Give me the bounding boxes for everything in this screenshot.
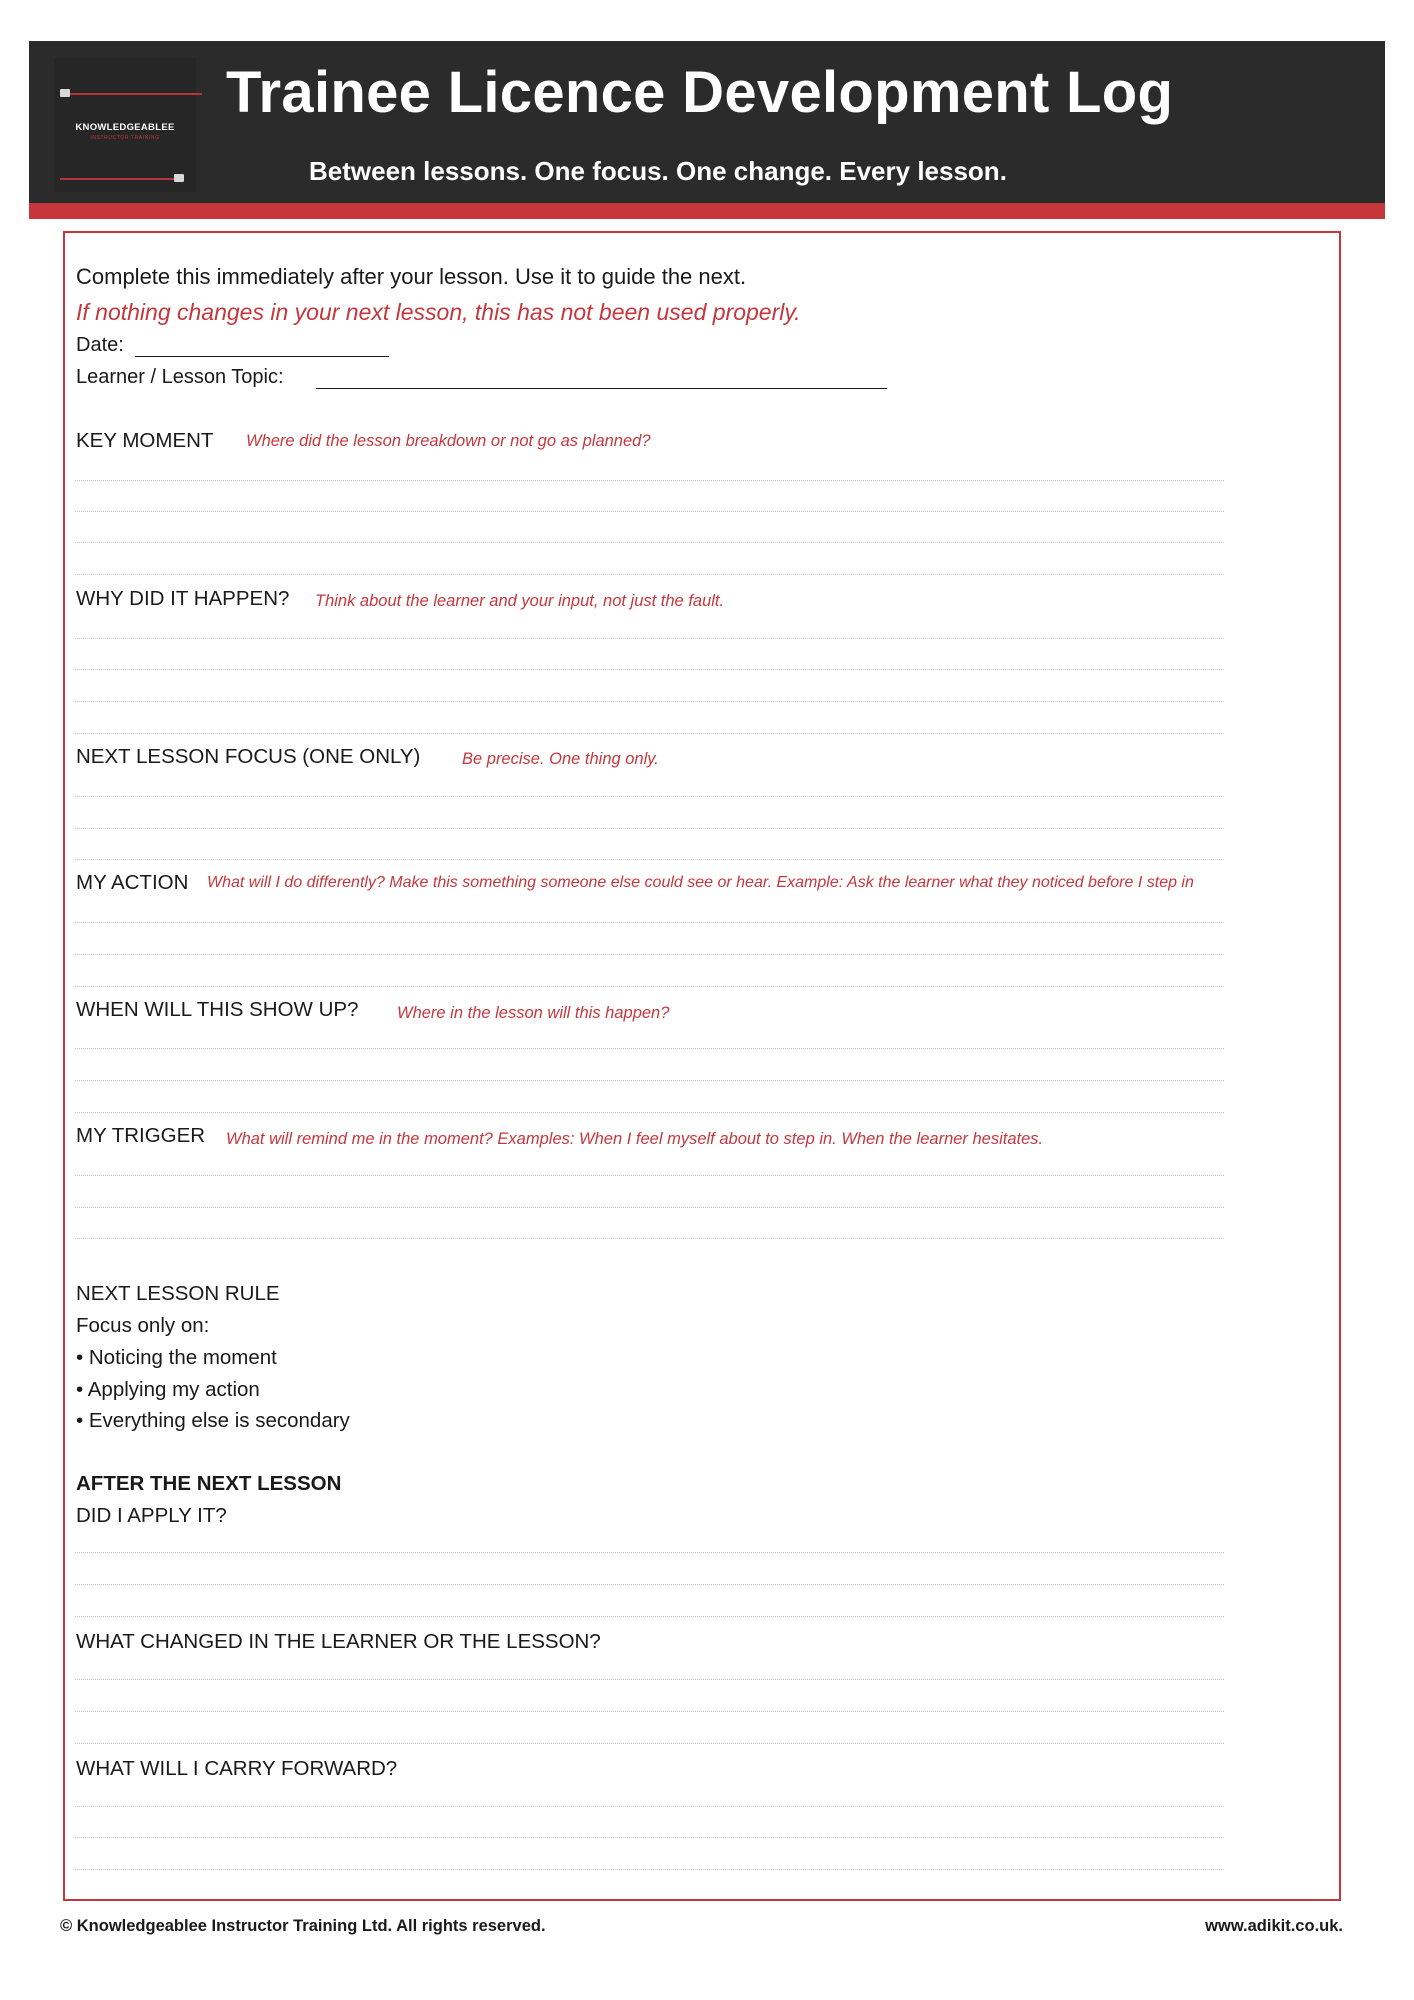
focus-title: NEXT LESSON FOCUS (ONE ONLY) [76,745,421,768]
topic-label: Learner / Lesson Topic: [76,366,284,388]
rule-lead: Focus only on: [76,1314,210,1337]
key-moment-line[interactable] [75,480,1224,481]
key-moment-title: KEY MOMENT [76,429,214,452]
action-title: MY ACTION [76,871,189,894]
logo-bottom-bar [60,178,180,180]
why-line[interactable] [75,669,1224,670]
trigger-line[interactable] [75,1175,1224,1176]
logo-bottom-chip [174,174,184,182]
applied-line[interactable] [75,1616,1224,1617]
trigger-line[interactable] [75,1207,1224,1208]
action-line[interactable] [75,986,1224,987]
carry-line[interactable] [75,1869,1224,1870]
after-title: AFTER THE NEXT LESSON [76,1472,342,1495]
when-line[interactable] [75,1112,1224,1113]
why-title: WHY DID IT HAPPEN? [76,587,290,610]
page-tagline: Between lessons. One focus. One change. Every lesson. [309,156,1007,186]
instruction-text: Complete this immediately after your lesson. Use it to guide the next. [76,264,747,289]
action-hint: What will I do differently? Make this something someone else could see or hear. Example: Ask the learner what they noticed before I step in [207,874,1194,891]
trigger-title: MY TRIGGER [76,1124,206,1147]
date-field[interactable] [135,356,389,357]
focus-hint: Be precise. One thing only. [462,750,659,768]
changed-line[interactable] [75,1743,1224,1744]
trigger-line[interactable] [75,1238,1224,1239]
applied-line[interactable] [75,1584,1224,1585]
when-line[interactable] [75,1048,1224,1049]
key-moment-hint: Where did the lesson breakdown or not go as planned? [246,432,651,450]
date-label: Date: [76,334,124,356]
key-moment-line[interactable] [75,574,1224,575]
when-hint: Where in the lesson will this happen? [397,1004,670,1022]
why-line[interactable] [75,733,1224,734]
logo-top-chip [60,89,70,97]
page-title: Trainee Licence Development Log [226,60,1174,125]
action-line[interactable] [75,922,1224,923]
logo-name: KNOWLEDGEABLEE [75,122,175,133]
topic-field[interactable] [316,388,887,389]
changed-line[interactable] [75,1711,1224,1712]
why-line[interactable] [75,701,1224,702]
header-accent-stripe [29,203,1385,219]
rule-item: • Applying my action [76,1378,260,1401]
carry-line[interactable] [75,1806,1224,1807]
trigger-hint: What will remind me in the moment? Examples: When I feel myself about to step in. When the learner hesitates. [226,1130,1044,1148]
changed-line[interactable] [75,1679,1224,1680]
company-logo [54,58,196,192]
action-line[interactable] [75,954,1224,955]
applied-title: DID I APPLY IT? [76,1504,227,1527]
why-line[interactable] [75,638,1224,639]
logo-subtitle: INSTRUCTOR TRAINING [90,135,160,141]
focus-line[interactable] [75,859,1224,860]
logo-top-bar [62,93,202,95]
focus-line[interactable] [75,796,1224,797]
rule-item: • Noticing the moment [76,1346,277,1369]
rule-item: • Everything else is secondary [76,1409,350,1432]
when-title: WHEN WILL THIS SHOW UP? [76,998,359,1021]
key-moment-line[interactable] [75,511,1224,512]
when-line[interactable] [75,1080,1224,1081]
warning-text: If nothing changes in your next lesson, this has not been used properly. [76,299,801,325]
carry-title: WHAT WILL I CARRY FORWARD? [76,1757,398,1780]
rule-title: NEXT LESSON RULE [76,1282,280,1305]
carry-line[interactable] [75,1837,1224,1838]
why-hint: Think about the learner and your input, not just the fault. [315,592,725,610]
applied-line[interactable] [75,1552,1224,1553]
changed-title: WHAT CHANGED IN THE LEARNER OR THE LESSON? [76,1630,601,1653]
footer-copyright: © Knowledgeablee Instructor Training Ltd. All rights reserved. [60,1917,546,1935]
focus-line[interactable] [75,828,1224,829]
key-moment-line[interactable] [75,542,1224,543]
footer-website-link[interactable]: www.adikit.co.uk. [1205,1917,1343,1935]
